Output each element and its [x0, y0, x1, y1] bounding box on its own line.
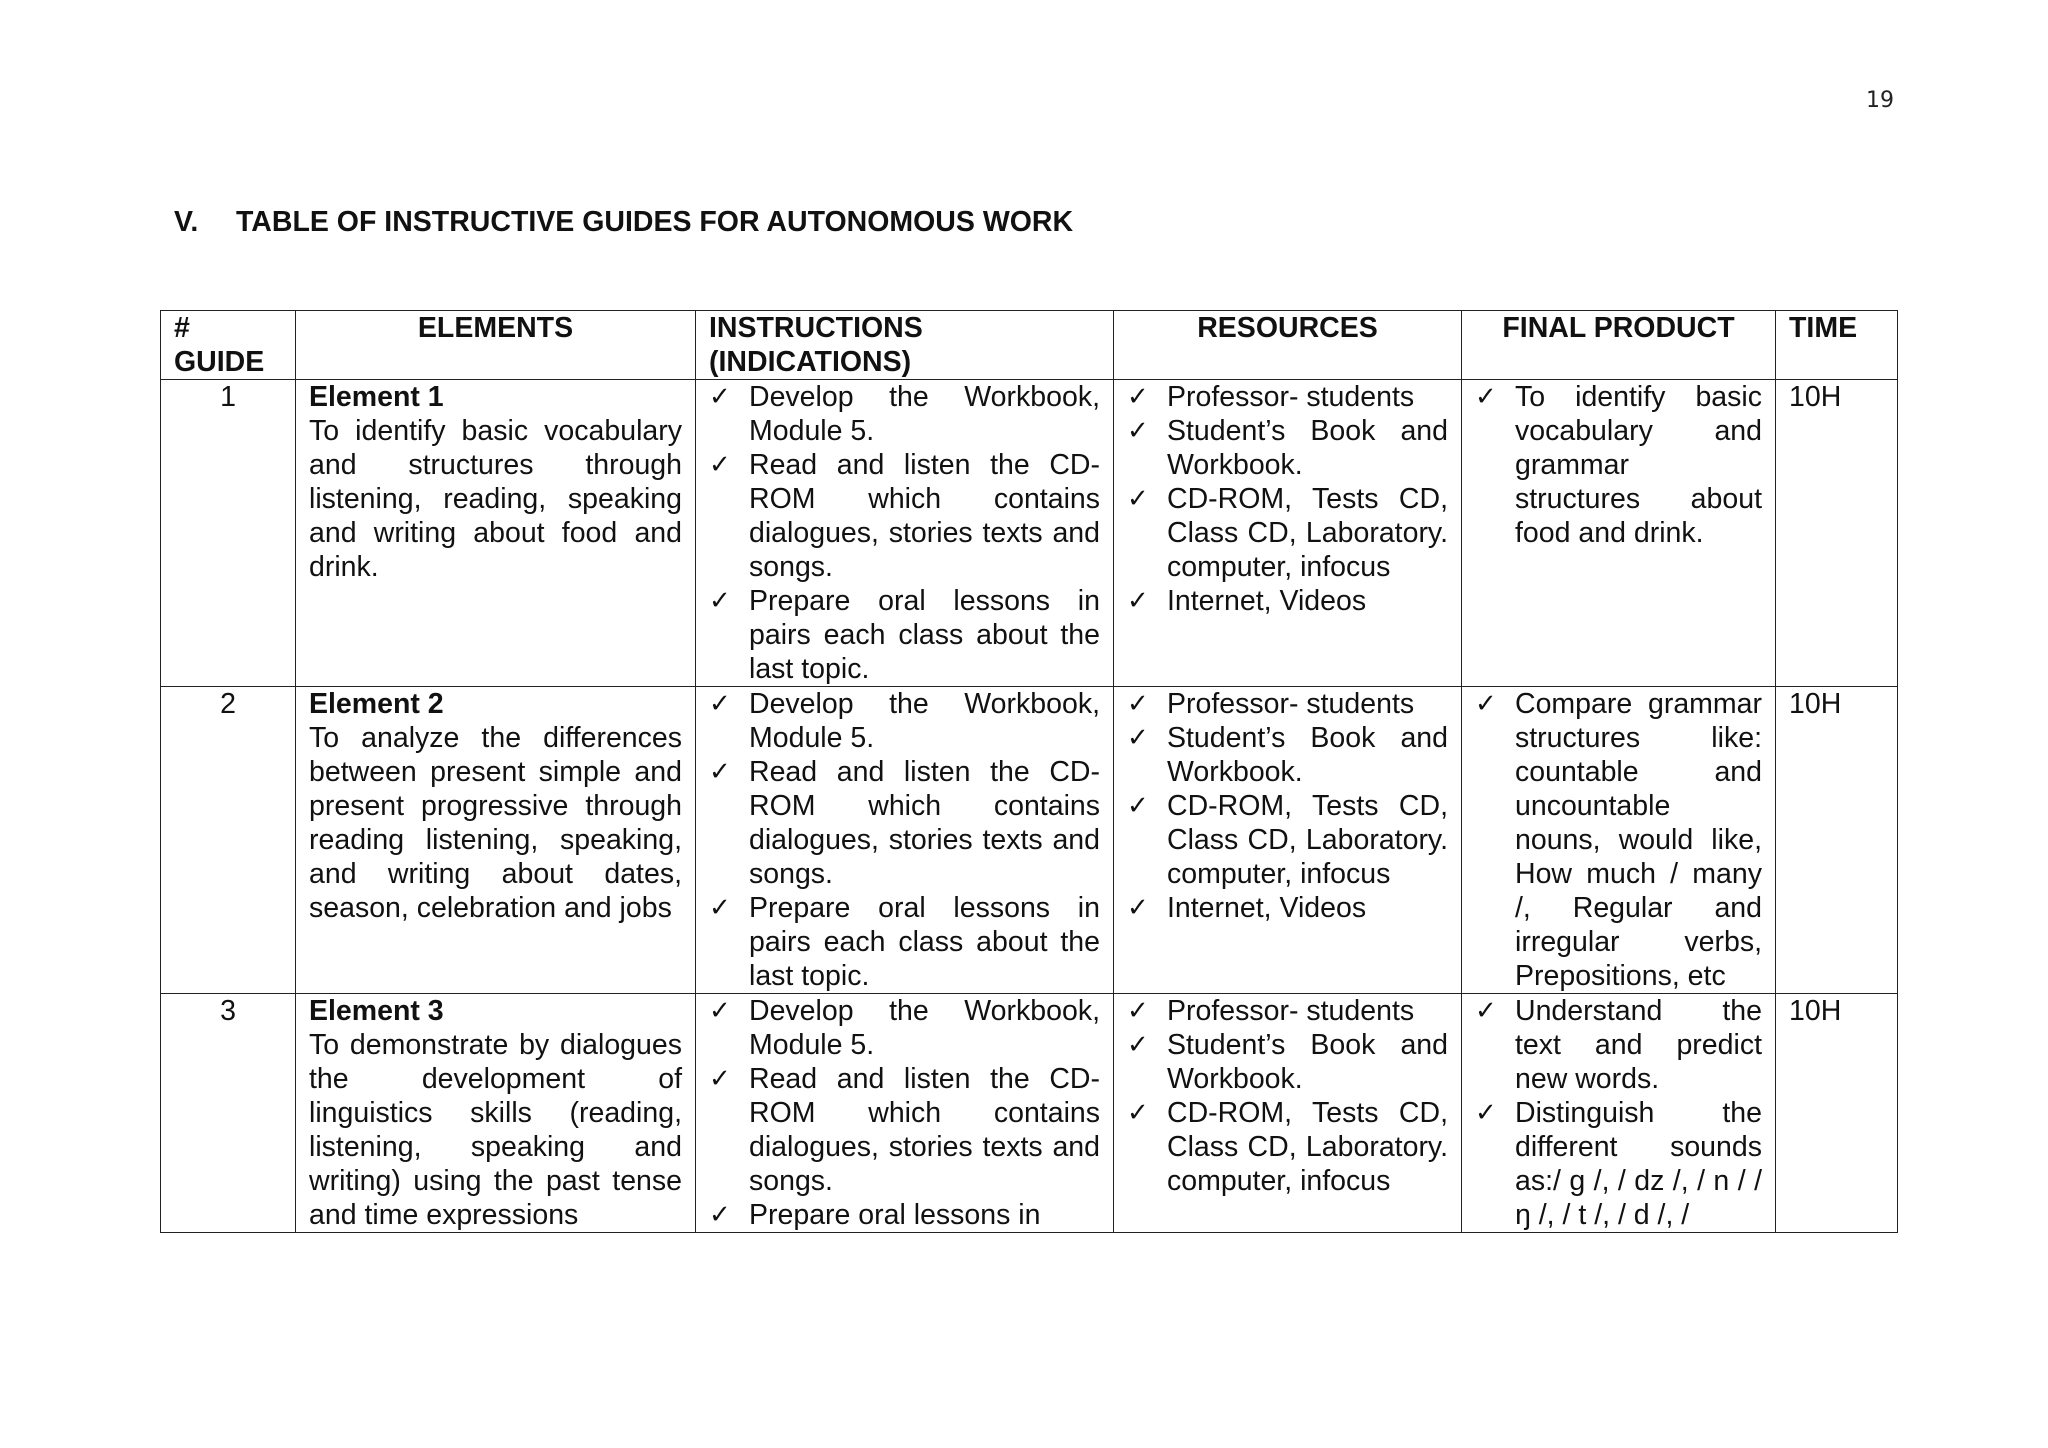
- list-item-text: Read and listen the CD-ROM which contains dialogues, stories texts and songs.: [749, 449, 1100, 583]
- table-body: [161, 380, 1898, 1233]
- checkmark-icon: ✓: [709, 382, 731, 412]
- list-item-text: Prepare oral lessons in pairs each class about the last topic.: [749, 585, 1100, 685]
- section-title: TABLE OF INSTRUCTIVE GUIDES FOR AUTONOMOUS WORK: [236, 206, 1074, 238]
- checkmark-icon: ✓: [709, 893, 731, 923]
- checkmark-icon: ✓: [1127, 416, 1149, 446]
- list-item: [1475, 687, 1762, 993]
- table-row: [161, 687, 1898, 994]
- table-header-row: [161, 311, 1898, 380]
- list-item-text: CD-ROM, Tests CD, Class CD, Laboratory. computer, infocus: [1167, 1097, 1448, 1197]
- time-cell: 10H: [1776, 687, 1898, 994]
- list-item-text: Professor- students: [1167, 688, 1415, 720]
- time-cell: 10H: [1776, 994, 1898, 1233]
- checkmark-icon: ✓: [709, 1064, 731, 1094]
- guide-table: [160, 310, 1898, 1233]
- instructions-list: [709, 687, 1100, 993]
- checkmark-icon: ✓: [709, 996, 731, 1026]
- list-item: [709, 994, 1100, 1062]
- list-item-text: Prepare oral lessons in: [749, 1199, 1041, 1231]
- resources-cell: [1114, 687, 1462, 994]
- checkmark-icon: ✓: [1127, 1030, 1149, 1060]
- checkmark-icon: ✓: [1127, 689, 1149, 719]
- checkmark-icon: ✓: [1127, 723, 1149, 753]
- guide-number-cell: 1: [161, 380, 296, 687]
- resources-list: [1127, 994, 1448, 1198]
- list-item: [1127, 994, 1448, 1028]
- list-item: [1127, 584, 1448, 618]
- list-item: [709, 448, 1100, 584]
- checkmark-icon: ✓: [1127, 996, 1149, 1026]
- checkmark-icon: ✓: [709, 450, 731, 480]
- page-number: 19: [1866, 88, 1894, 113]
- instructions-cell: [696, 687, 1114, 994]
- checkmark-icon: ✓: [1475, 382, 1497, 412]
- section-heading: [174, 206, 1073, 239]
- checkmark-icon: ✓: [709, 757, 731, 787]
- list-item-text: Develop the Workbook, Module 5.: [749, 688, 1100, 754]
- list-item: [709, 380, 1100, 448]
- list-item: [709, 584, 1100, 686]
- final-product-list: [1475, 994, 1762, 1232]
- elements-cell: [296, 380, 696, 687]
- list-item-text: Student’s Book and Workbook.: [1167, 1029, 1448, 1095]
- instructions-list: [709, 380, 1100, 686]
- checkmark-icon: ✓: [1475, 689, 1497, 719]
- list-item-text: Professor- students: [1167, 381, 1415, 413]
- header-final-product: FINAL PRODUCT: [1462, 311, 1776, 380]
- list-item: [709, 687, 1100, 755]
- header-elements: ELEMENTS: [296, 311, 696, 380]
- checkmark-icon: ✓: [709, 1200, 731, 1230]
- list-item: [709, 1062, 1100, 1198]
- table-row: [161, 380, 1898, 687]
- resources-cell: [1114, 380, 1462, 687]
- list-item-text: Student’s Book and Workbook.: [1167, 415, 1448, 481]
- list-item: [1127, 789, 1448, 891]
- section-number: V.: [174, 206, 199, 238]
- instructions-cell: [696, 994, 1114, 1233]
- list-item-text: Distinguish the different sounds as:/ g /, / dz /, / n / / ŋ /, / t /, / d /, /: [1515, 1097, 1762, 1231]
- list-item: [1127, 1028, 1448, 1096]
- checkmark-icon: ✓: [1475, 1098, 1497, 1128]
- list-item: [1475, 380, 1762, 550]
- list-item-text: Student’s Book and Workbook.: [1167, 722, 1448, 788]
- list-item: [709, 755, 1100, 891]
- list-item-text: Prepare oral lessons in pairs each class about the last topic.: [749, 892, 1100, 992]
- list-item: [709, 891, 1100, 993]
- header-guide: # GUIDE: [161, 311, 296, 380]
- final-product-list: [1475, 380, 1762, 550]
- checkmark-icon: ✓: [1127, 1098, 1149, 1128]
- list-item-text: Develop the Workbook, Module 5.: [749, 381, 1100, 447]
- checkmark-icon: ✓: [709, 586, 731, 616]
- resources-list: [1127, 687, 1448, 925]
- list-item: [709, 1198, 1100, 1232]
- instructions-cell: [696, 380, 1114, 687]
- final-product-cell: [1462, 687, 1776, 994]
- element-title: Element 2: [309, 688, 444, 720]
- header-resources: RESOURCES: [1114, 311, 1462, 380]
- checkmark-icon: ✓: [1127, 893, 1149, 923]
- header-time: TIME: [1776, 311, 1898, 380]
- list-item-text: Internet, Videos: [1167, 585, 1367, 617]
- elements-cell: [296, 687, 696, 994]
- element-title: Element 1: [309, 381, 444, 413]
- list-item-text: Professor- students: [1167, 995, 1415, 1027]
- list-item: [1127, 891, 1448, 925]
- header-instructions: INSTRUCTIONS (INDICATIONS): [696, 311, 1114, 380]
- list-item-text: CD-ROM, Tests CD, Class CD, Laboratory. computer, infocus: [1167, 483, 1448, 583]
- checkmark-icon: ✓: [709, 689, 731, 719]
- table-row: [161, 994, 1898, 1233]
- instructions-list: [709, 994, 1100, 1232]
- list-item-text: Read and listen the CD-ROM which contains dialogues, stories texts and songs.: [749, 756, 1100, 890]
- element-description: To identify basic vocabulary and structures through listening, reading, speaking and writing about food and drink.: [309, 415, 682, 583]
- final-product-list: [1475, 687, 1762, 993]
- list-item-text: Internet, Videos: [1167, 892, 1367, 924]
- element-description: To demonstrate by dialogues the development of linguistics skills (reading, listening, speaking and writing) using the past tense and time expressions: [309, 1029, 682, 1231]
- final-product-cell: [1462, 994, 1776, 1233]
- elements-cell: [296, 994, 696, 1233]
- list-item: [1127, 721, 1448, 789]
- time-cell: 10H: [1776, 380, 1898, 687]
- list-item-text: Develop the Workbook, Module 5.: [749, 995, 1100, 1061]
- list-item: [1475, 1096, 1762, 1232]
- list-item-text: Compare grammar structures like: countable and uncountable nouns, would like, How much / many /, Regular and irregular verbs, Prepositions, etc: [1515, 688, 1762, 992]
- list-item: [1127, 482, 1448, 584]
- element-description: To analyze the differences between present simple and present progressive through reading listening, speaking, and writing about dates, season, celebration and jobs: [309, 722, 682, 924]
- list-item: [1127, 687, 1448, 721]
- checkmark-icon: ✓: [1127, 586, 1149, 616]
- guide-number-cell: 2: [161, 687, 296, 994]
- list-item-text: To identify basic vocabulary and grammar structures about food and drink.: [1515, 381, 1762, 549]
- resources-cell: [1114, 994, 1462, 1233]
- list-item: [1127, 1096, 1448, 1198]
- list-item-text: Understand the text and predict new words.: [1515, 995, 1762, 1095]
- checkmark-icon: ✓: [1127, 484, 1149, 514]
- element-title: Element 3: [309, 995, 444, 1027]
- list-item: [1475, 994, 1762, 1096]
- resources-list: [1127, 380, 1448, 618]
- guide-number-cell: 3: [161, 994, 296, 1233]
- checkmark-icon: ✓: [1127, 791, 1149, 821]
- checkmark-icon: ✓: [1475, 996, 1497, 1026]
- list-item: [1127, 380, 1448, 414]
- list-item-text: Read and listen the CD-ROM which contains dialogues, stories texts and songs.: [749, 1063, 1100, 1197]
- list-item-text: CD-ROM, Tests CD, Class CD, Laboratory. computer, infocus: [1167, 790, 1448, 890]
- final-product-cell: [1462, 380, 1776, 687]
- checkmark-icon: ✓: [1127, 382, 1149, 412]
- list-item: [1127, 414, 1448, 482]
